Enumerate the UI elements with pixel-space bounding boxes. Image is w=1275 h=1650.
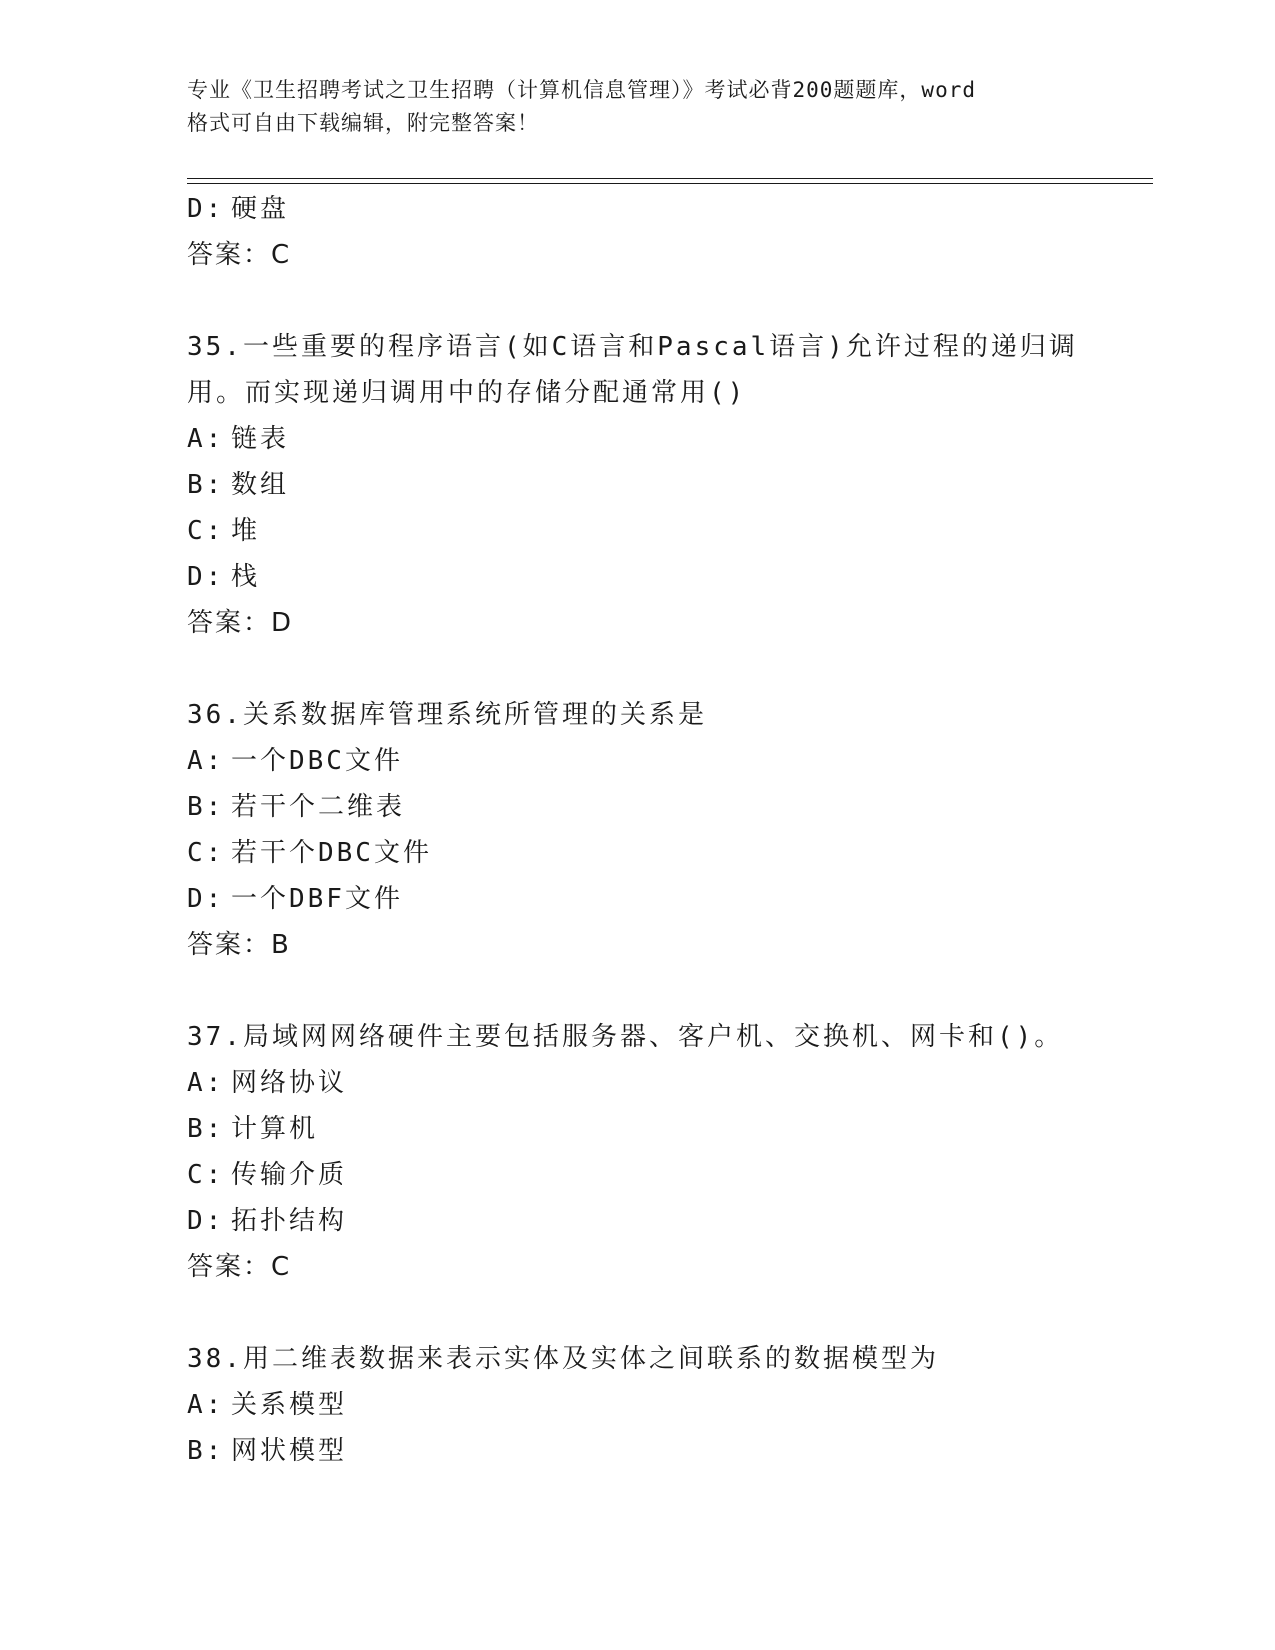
- option-key: C:: [187, 1160, 225, 1190]
- option-a: [187, 416, 1087, 462]
- option-key: A:: [187, 1068, 225, 1098]
- option-text: 网络协议: [231, 1068, 348, 1098]
- question-stem-37: 37.局域网网络硬件主要包括服务器、客户机、交换机、网卡和()。: [187, 1022, 1064, 1052]
- option-text: 关系模型: [231, 1390, 348, 1420]
- option-text: 硬盘: [231, 194, 290, 224]
- option-c: [187, 830, 1087, 876]
- option-a: [187, 1060, 1087, 1106]
- option-text: 若干个二维表: [231, 792, 406, 822]
- option-key: C:: [187, 516, 225, 546]
- option-key: A:: [187, 424, 225, 454]
- option-key: D:: [187, 194, 225, 224]
- answer-line: 答案：C: [187, 240, 292, 270]
- option-d: [187, 554, 1087, 600]
- option-text: 一个DBF文件: [231, 884, 403, 914]
- header-divider-bottom: [187, 183, 1153, 184]
- question-stem-35-line-1: 35.一些重要的程序语言(如C语言和Pascal语言)允许过程的递归调: [187, 332, 1078, 362]
- question-list: [187, 186, 1087, 1474]
- option-text: 链表: [231, 424, 290, 454]
- answer-line: 答案：B: [187, 930, 291, 960]
- option-key: B:: [187, 1114, 225, 1144]
- option-key: D:: [187, 1206, 225, 1236]
- option-text: 计算机: [231, 1114, 319, 1144]
- option-d: [187, 876, 1087, 922]
- option-key: A:: [187, 1390, 225, 1420]
- option-key: D:: [187, 562, 225, 592]
- option-d: [187, 1198, 1087, 1244]
- option-text: 传输介质: [231, 1160, 348, 1190]
- option-a: [187, 738, 1087, 784]
- option-key: B:: [187, 792, 225, 822]
- question-stem-35-line-2: 用。而实现递归调用中的存储分配通常用(): [187, 378, 747, 408]
- option-text: 网状模型: [231, 1436, 348, 1466]
- option-b: [187, 462, 1087, 508]
- document-header: [187, 74, 1087, 140]
- option-b: [187, 1428, 1087, 1474]
- option-c: [187, 508, 1087, 554]
- option-key: B:: [187, 470, 225, 500]
- answer-line: 答案：D: [187, 608, 294, 638]
- option-key: B:: [187, 1436, 225, 1466]
- option-key: C:: [187, 838, 225, 868]
- header-line-1: 专业《卫生招聘考试之卫生招聘（计算机信息管理）》考试必背200题题库，word: [187, 78, 976, 102]
- option-text: 拓扑结构: [231, 1206, 348, 1236]
- option-text: 一个DBC文件: [231, 746, 403, 776]
- option-text: 若干个DBC文件: [231, 838, 432, 868]
- option-a: [187, 1382, 1087, 1428]
- option-text: 数组: [231, 470, 290, 500]
- option-text: 栈: [231, 562, 261, 592]
- answer-line: 答案：C: [187, 1252, 292, 1282]
- option-text: 堆: [231, 516, 261, 546]
- option-b: [187, 1106, 1087, 1152]
- option-c: [187, 1152, 1087, 1198]
- option-b: [187, 784, 1087, 830]
- header-line-2: 格式可自由下载编辑，附完整答案！: [187, 111, 539, 135]
- option-key: A:: [187, 746, 225, 776]
- question-stem-36: 36.关系数据库管理系统所管理的关系是: [187, 700, 707, 730]
- option-d: [187, 186, 1087, 232]
- header-divider-top: [187, 178, 1153, 179]
- option-key: D:: [187, 884, 225, 914]
- question-stem-38: 38.用二维表数据来表示实体及实体之间联系的数据模型为: [187, 1344, 939, 1374]
